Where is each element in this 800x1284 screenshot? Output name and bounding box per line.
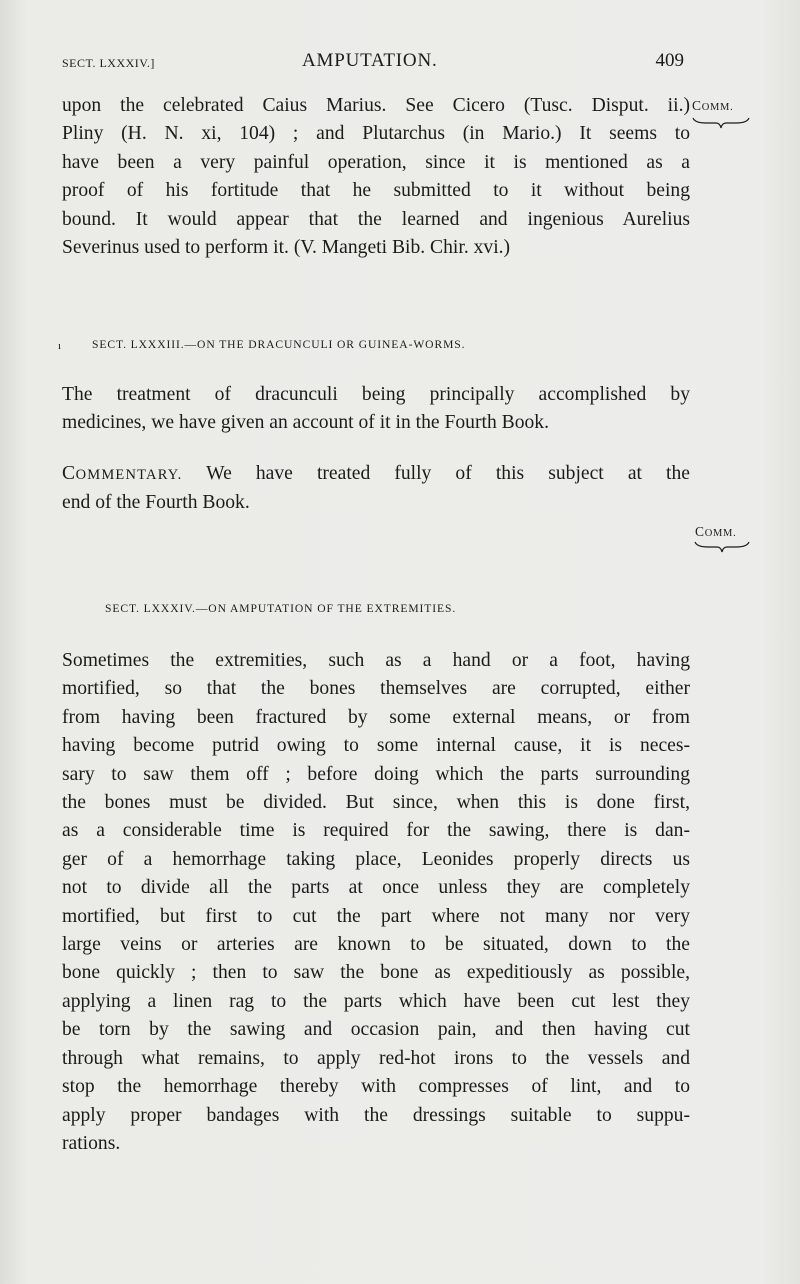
text-line: Severinus used to perform it. (V. Mangeti Bib. Chir. xvi.)	[62, 237, 511, 259]
text-line: sary to saw them off ; before doing which the parts surrounding	[62, 763, 690, 785]
text-line: the bones must be divided. But since, when this is done first,	[62, 792, 690, 814]
section-84-paragraph	[62, 647, 690, 1158]
text-line: The treatment of dracunculi being principally accomplished by	[62, 384, 690, 405]
commentary-line	[62, 460, 690, 489]
text-line: be torn by the sawing and occasion pain, and then having cut	[62, 1019, 690, 1041]
margin-note-comm	[695, 524, 736, 540]
margin-note-comm-text: COMM.	[692, 98, 734, 113]
commentary-label-rest: OMMENTARY.	[75, 467, 183, 483]
text-line: have been a very painful operation, since it is mentioned as a	[62, 151, 690, 173]
text-line: having become putrid owing to some internal cause, it is neces-	[62, 735, 690, 757]
text-line: end of the Fourth Book.	[62, 492, 250, 514]
text-line: medicines, we have given an account of it in the Fourth Book.	[62, 412, 550, 434]
margin-brace	[694, 540, 750, 554]
text-line: Sometimes the extremities, such as a hand or a foot, having	[62, 650, 690, 671]
section-heading-84: SECT. LXXXIV.—ON AMPUTATION OF THE EXTREMITIES.	[105, 602, 457, 615]
text-line: large veins or arteries are known to be situated, down to the	[62, 934, 690, 956]
commentary-label	[62, 463, 182, 484]
text-line: mortified, so that the bones themselves are corrupted, either	[62, 678, 690, 700]
text-line: through what remains, to apply red-hot irons to the vessels and	[62, 1047, 690, 1069]
header-section-ref: SECT. LXXXIV.]	[62, 56, 155, 70]
text-line: bound. It would appear that the learned and ingenious Aurelius	[62, 208, 690, 230]
intro-paragraph	[62, 92, 690, 262]
text-line: upon the celebrated Caius Marius. See Cicero (Tusc. Disput. ii.)	[62, 95, 690, 116]
commentary-paragraph	[62, 460, 690, 518]
commentary-label-cap: C	[62, 463, 76, 484]
text-line: Pliny (H. N. xi, 104) ; and Plutarchus (in Mario.) It seems to	[62, 123, 690, 145]
margin-note-comm-text: COMM.	[695, 524, 737, 539]
text-line: from having been fractured by some external means, or from	[62, 706, 690, 728]
text-line: bone quickly ; then to saw the bone as expeditiously as possible,	[62, 962, 690, 984]
margin-note-comm	[692, 98, 733, 114]
text-line: ger of a hemorrhage taking place, Leonides properly directs us	[62, 848, 690, 870]
running-header	[62, 50, 684, 72]
text-line: applying a linen rag to the parts which have been cut lest they	[62, 990, 690, 1012]
page-number: 409	[655, 50, 684, 71]
commentary-text: We have treated fully of this subject at the	[206, 463, 690, 484]
text-line: not to divide all the parts at once unless they are completely	[62, 877, 690, 899]
text-line: stop the hemorrhage thereby with compresses of lint, and to	[62, 1076, 690, 1098]
section-heading-83: SECT. LXXXIII.—ON THE DRACUNCULI OR GUINEA-WORMS.	[92, 338, 466, 351]
text-line: as a considerable time is required for the sawing, there is dan-	[62, 820, 690, 842]
margin-brace	[692, 116, 750, 130]
text-line: mortified, but first to cut the part where not many nor very	[62, 905, 690, 927]
stray-mark: ı	[58, 340, 62, 352]
text-line: proof of his fortitude that he submitted to it without being	[62, 180, 690, 202]
section-83-paragraph	[62, 381, 690, 438]
header-title: AMPUTATION.	[302, 50, 438, 71]
text-line: apply proper bandages with the dressings suitable to suppu-	[62, 1104, 690, 1126]
text-line: rations.	[62, 1132, 121, 1154]
